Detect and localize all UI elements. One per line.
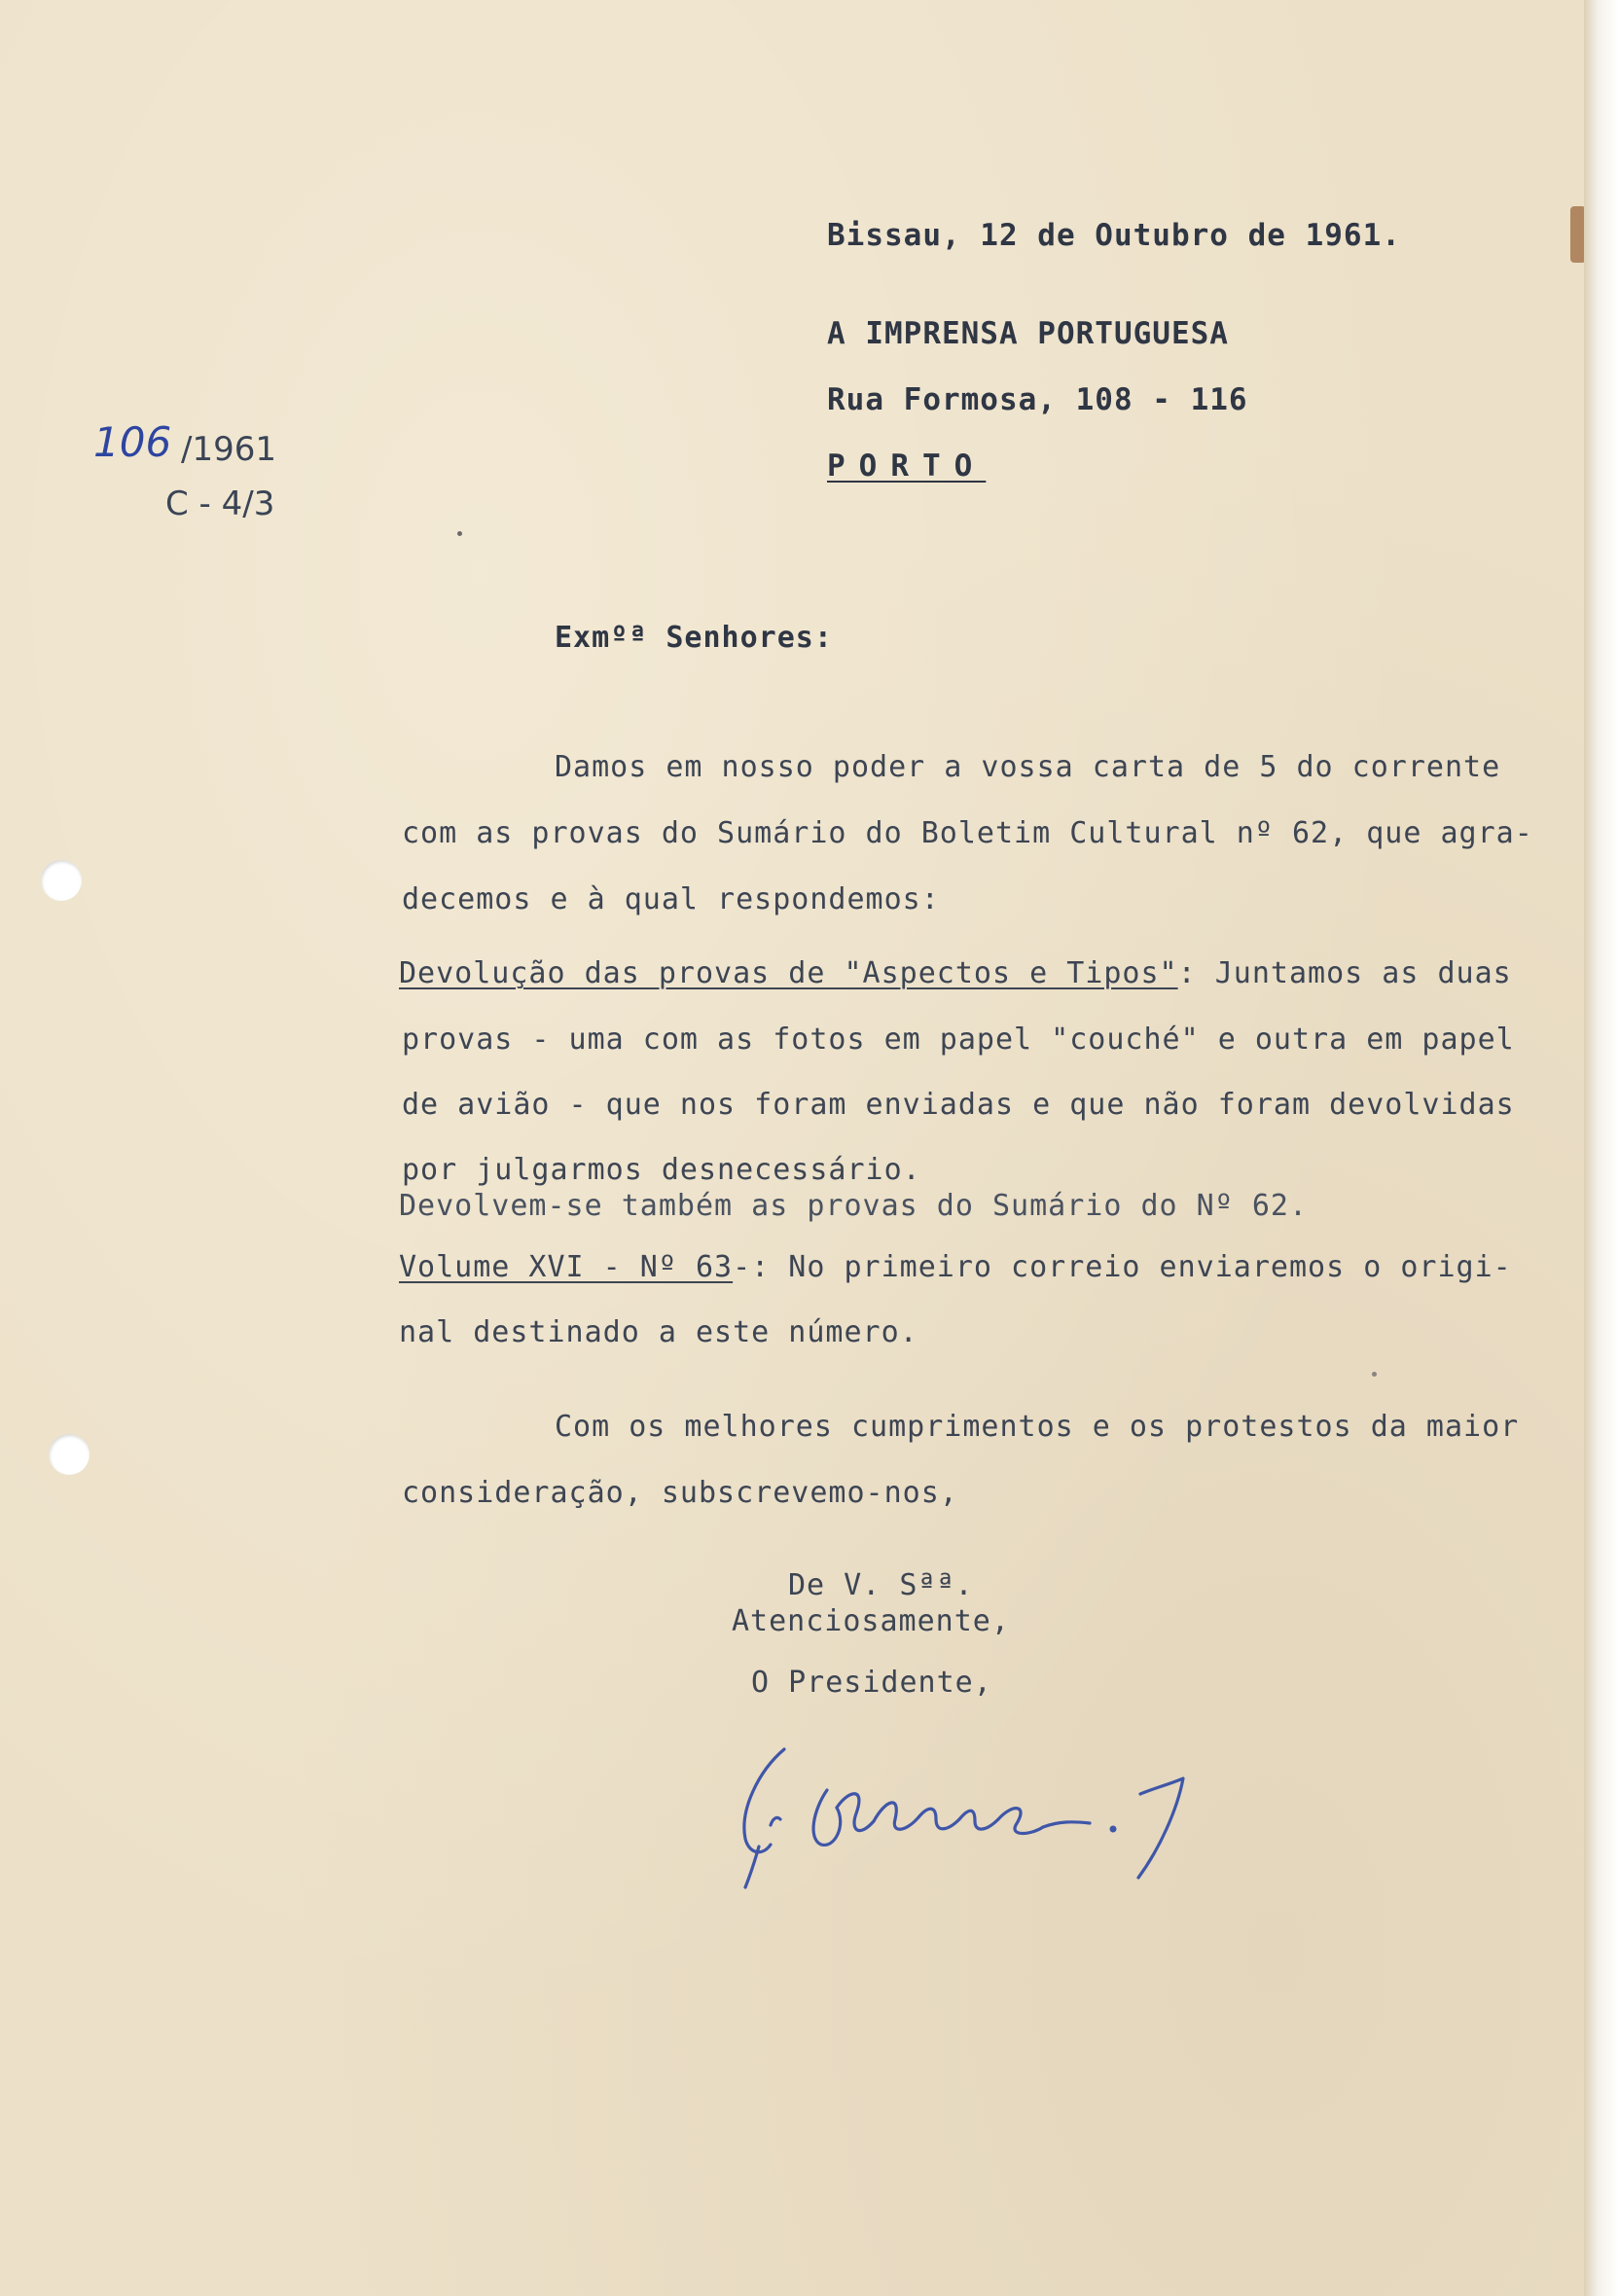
section2-heading: Volume XVI - Nº 63 [399, 1250, 734, 1284]
ink-speck [457, 531, 462, 536]
section1-heading-tail: : Juntamos as duas [1177, 956, 1512, 990]
date-line: Bissau, 12 de Outubro de 1961. [827, 218, 1401, 253]
reference-year: /1961 [181, 430, 276, 469]
closing-line: Com os melhores cumprimentos e os protestos da maior [555, 1410, 1520, 1444]
paper-edge [1584, 0, 1619, 2296]
section2-line: nal destinado a este número. [399, 1315, 918, 1349]
section1-line: provas - uma com as fotos em papel "couché" e outra em papel [402, 1022, 1515, 1057]
section1-line: por julgarmos desnecessário. [402, 1153, 921, 1187]
section1-line: Devolvem-se também as provas do Sumário do Nº 62. [399, 1189, 1309, 1223]
reference-code: C - 4/3 [165, 484, 275, 523]
body-line: com as provas do Sumário do Boletim Cultural nº 62, que agra- [402, 816, 1533, 850]
body-line: decemos e à qual respondemos: [402, 882, 940, 916]
punch-hole-top [41, 860, 82, 901]
section1-line [399, 956, 1512, 990]
section2-line [399, 1250, 1512, 1284]
recipient-street: Rua Formosa, 108 - 116 [827, 382, 1248, 417]
body-line: Damos em nosso poder a vossa carta de 5 do corrente [555, 750, 1501, 784]
reference-number: 106 [93, 418, 172, 466]
punch-hole-bottom [49, 1434, 90, 1475]
recipient-name: A IMPRENSA PORTUGUESA [827, 316, 1229, 351]
signoff-line: Atenciosamente, [732, 1604, 1010, 1638]
salutation: Exmºª Senhores: [555, 621, 833, 655]
section1-line: de avião - que nos foram enviadas e que não foram devolvidas [402, 1088, 1515, 1122]
signoff-line: O Presidente, [751, 1666, 992, 1700]
section1-heading: Devolução das provas de "Aspectos e Tipos" [399, 956, 1178, 990]
closing-line: consideração, subscrevemo-nos, [402, 1476, 958, 1510]
signoff-line: De V. Sªª. [788, 1568, 974, 1602]
section2-heading-tail: -: No primeiro correio enviaremos o origi- [733, 1250, 1512, 1284]
recipient-city: PORTO [827, 448, 987, 484]
ink-speck [1372, 1372, 1377, 1377]
handwritten-signature [720, 1732, 1265, 1897]
